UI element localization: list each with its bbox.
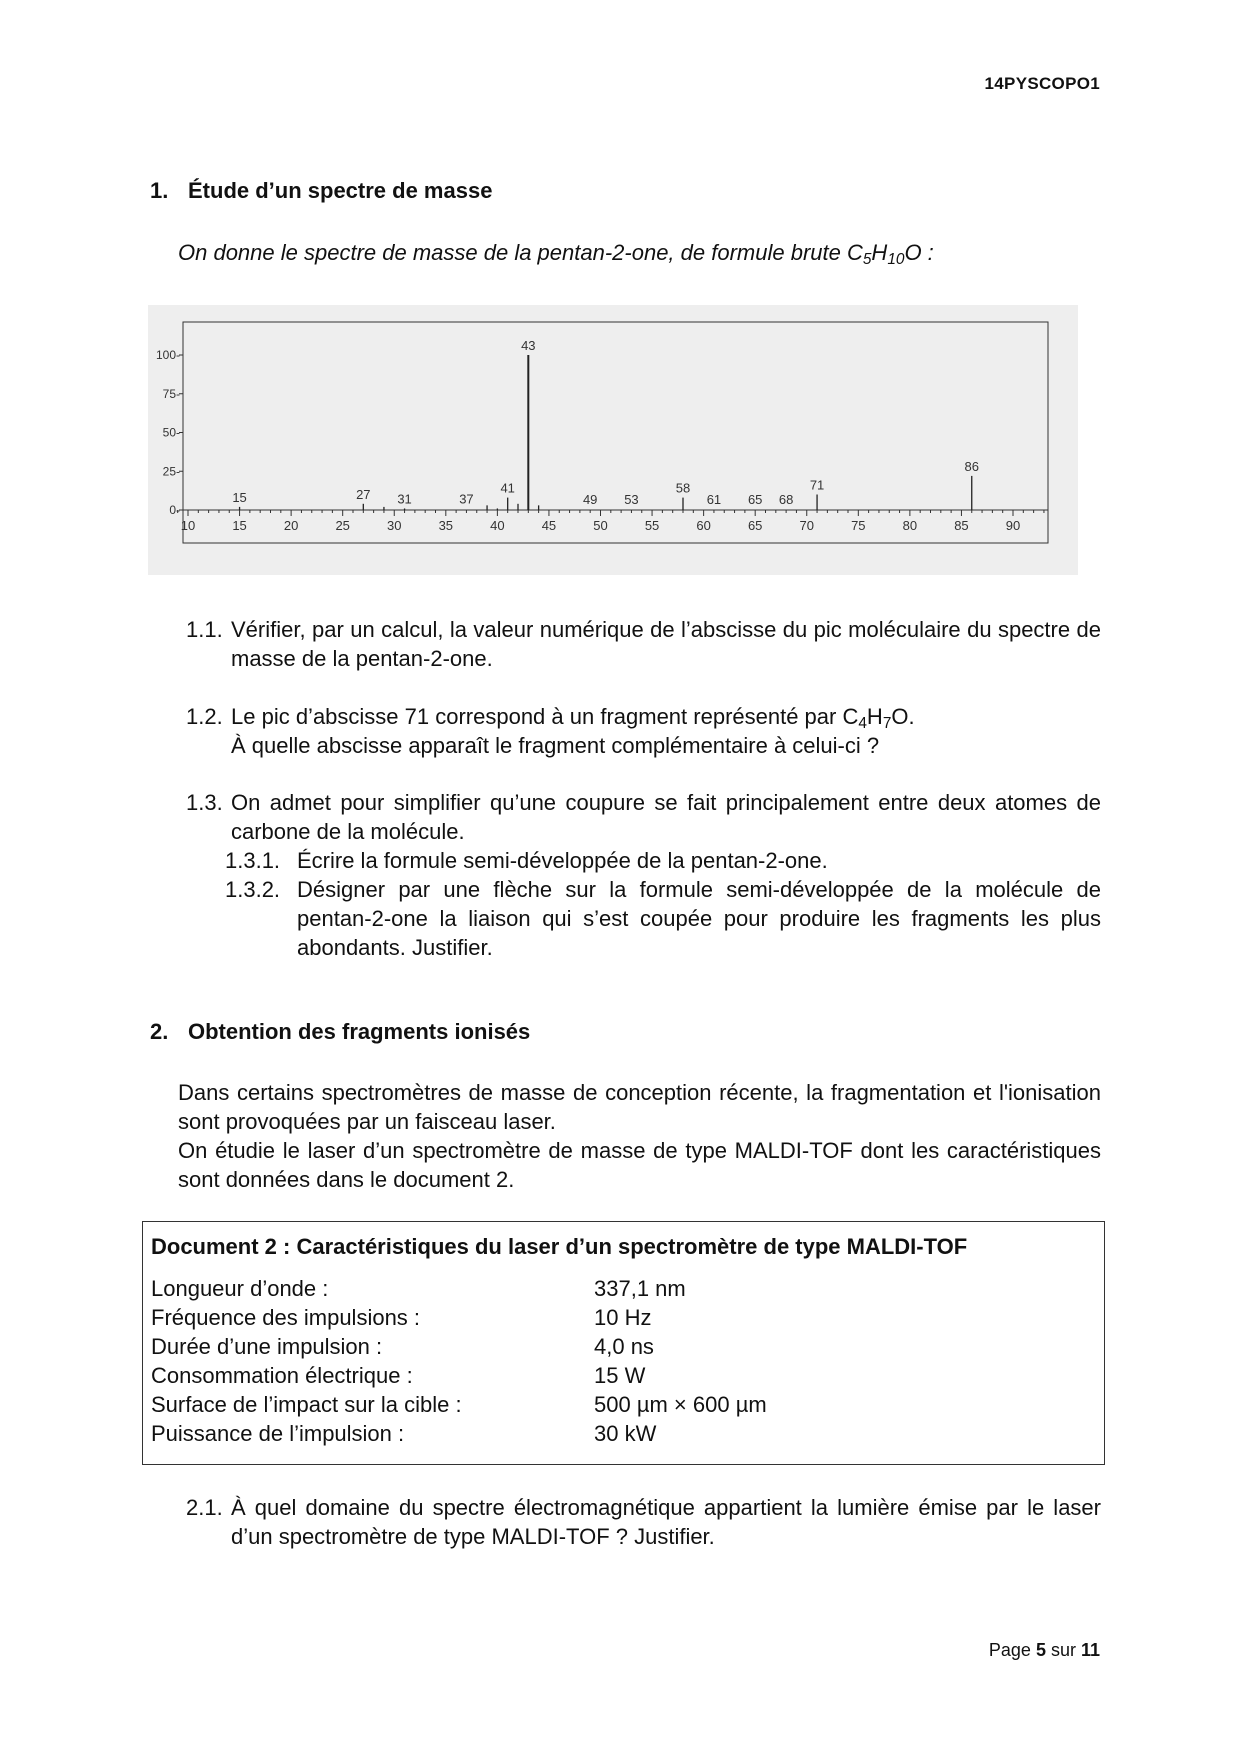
section-2-number: 2. — [150, 1019, 169, 1044]
question-2-1: 2.1. À quel domaine du spectre électromagnétique appartient la lumière émise par le laser d’un spectromètre de type MALDI-TOF ? Justifier. — [186, 1495, 1101, 1549]
section-1-heading — [150, 178, 492, 204]
peak-label: 71 — [809, 477, 825, 493]
peak-label: 68 — [778, 492, 794, 507]
peak-label: 86 — [964, 458, 979, 474]
peak-label: 58 — [675, 480, 691, 496]
question-1-2: 1.2. Le pic d’abscisse 71 correspond à un fragment représenté par $C_4H_7O$. À quelle abscisse apparaît le fragment complémentaire à celui-ci ? — [186, 704, 915, 758]
document-code: 14PYSCOPO1 — [984, 74, 1100, 93]
x-tick-label: 20 — [283, 518, 299, 533]
x-tick-label: 35 — [438, 518, 454, 533]
mass-spectrum-chart — [148, 305, 1078, 575]
peak-label: 15 — [232, 489, 247, 505]
section-2-heading — [150, 1019, 530, 1045]
section-1-title: Étude d’un spectre de masse — [188, 178, 493, 203]
section-1-intro: On donne le spectre de masse de la pentan-2-one, de formule brute $C_5H_{10}O$ : — [178, 240, 934, 268]
x-tick-label: 10 — [180, 518, 196, 533]
question-1-3: 1.3. On admet pour simplifier qu’une coupure se fait principalement entre deux atomes de carbone de la molécule. — [186, 790, 1101, 844]
x-tick-label: 75 — [851, 518, 866, 533]
y-tick-label: 75- — [162, 386, 180, 401]
question-1-3-1: 1.3.1. Écrire la formule semi-développée de la pentan-2-one. — [225, 848, 828, 873]
mass-spectrum-svg — [148, 305, 1078, 575]
section-2-paragraph-1: Dans certains spectromètres de masse de conception récente, la fragmentation et l'ionisation sont provoquées par un faisceau laser. — [178, 1080, 1101, 1134]
page-number: Page 5 sur 11 — [988, 1640, 1100, 1660]
x-tick-label: 60 — [696, 518, 711, 533]
x-tick-label: 25 — [335, 518, 350, 533]
x-tick-label: 30 — [387, 518, 402, 533]
x-tick-label: 80 — [902, 518, 918, 533]
x-tick-label: 85 — [954, 518, 969, 533]
peak-label: 61 — [706, 492, 722, 507]
peak-label: 37 — [459, 491, 474, 507]
section-2-title: Obtention des fragments ionisés — [188, 1019, 531, 1044]
peak-label: 49 — [582, 492, 598, 507]
question-1-1: 1.1. Vérifier, par un calcul, la valeur numérique de l’abscisse du pic moléculaire du spectre de masse de la pentan-2-one. — [186, 617, 1101, 671]
chart-background — [148, 305, 1078, 575]
document-2-box: Document 2 : Caractéristiques du laser d’un spectromètre de type MALDI-TOF Longueur d’onde : 337,1 nm Fréquence des impulsions : 10 Hz Durée d’une impulsion : 4,0 ns Consommation électrique : 15 W Surface de l’impact sur la cible : 500 µm × 600 µm Puissance de l’impulsion : 30 kW — [142, 1221, 1105, 1465]
peak-label: 53 — [624, 492, 639, 507]
x-tick-label: 50 — [593, 518, 608, 533]
y-tick-label: 50- — [162, 425, 180, 440]
x-tick-label: 45 — [541, 518, 557, 533]
peak-label: 65 — [747, 492, 763, 507]
question-1-3-2: 1.3.2. Désigner par une flèche sur la formule semi-développée de la molécule de pentan-2-one la liaison qui s’est coupée pour produire les fragments les plus abondants. Justifier. — [225, 877, 1101, 960]
section-2-paragraph-2: On étudie le laser d’un spectromètre de masse de type MALDI-TOF dont les caractéristiques sont données dans le document 2. — [178, 1138, 1101, 1192]
x-tick-label: 90 — [1005, 518, 1021, 533]
x-tick-label: 70 — [799, 518, 814, 533]
section-1-number: 1. — [150, 178, 169, 203]
x-tick-label: 55 — [644, 518, 660, 533]
y-tick-label: 100- — [155, 348, 180, 362]
peak-label: 27 — [356, 486, 371, 502]
x-tick-label: 65 — [747, 518, 763, 533]
y-tick-label: 0- — [169, 503, 180, 517]
document-2-title: Document 2 : Caractéristiques du laser d’un spectromètre de type MALDI-TOF — [151, 1234, 968, 1259]
peak-label: 31 — [397, 491, 412, 507]
x-tick-label: 15 — [232, 518, 247, 533]
x-tick-label: 40 — [490, 518, 505, 533]
peak-label: 41 — [500, 480, 515, 496]
y-tick-label: 25- — [162, 464, 180, 479]
peak-label: 43 — [521, 338, 536, 353]
